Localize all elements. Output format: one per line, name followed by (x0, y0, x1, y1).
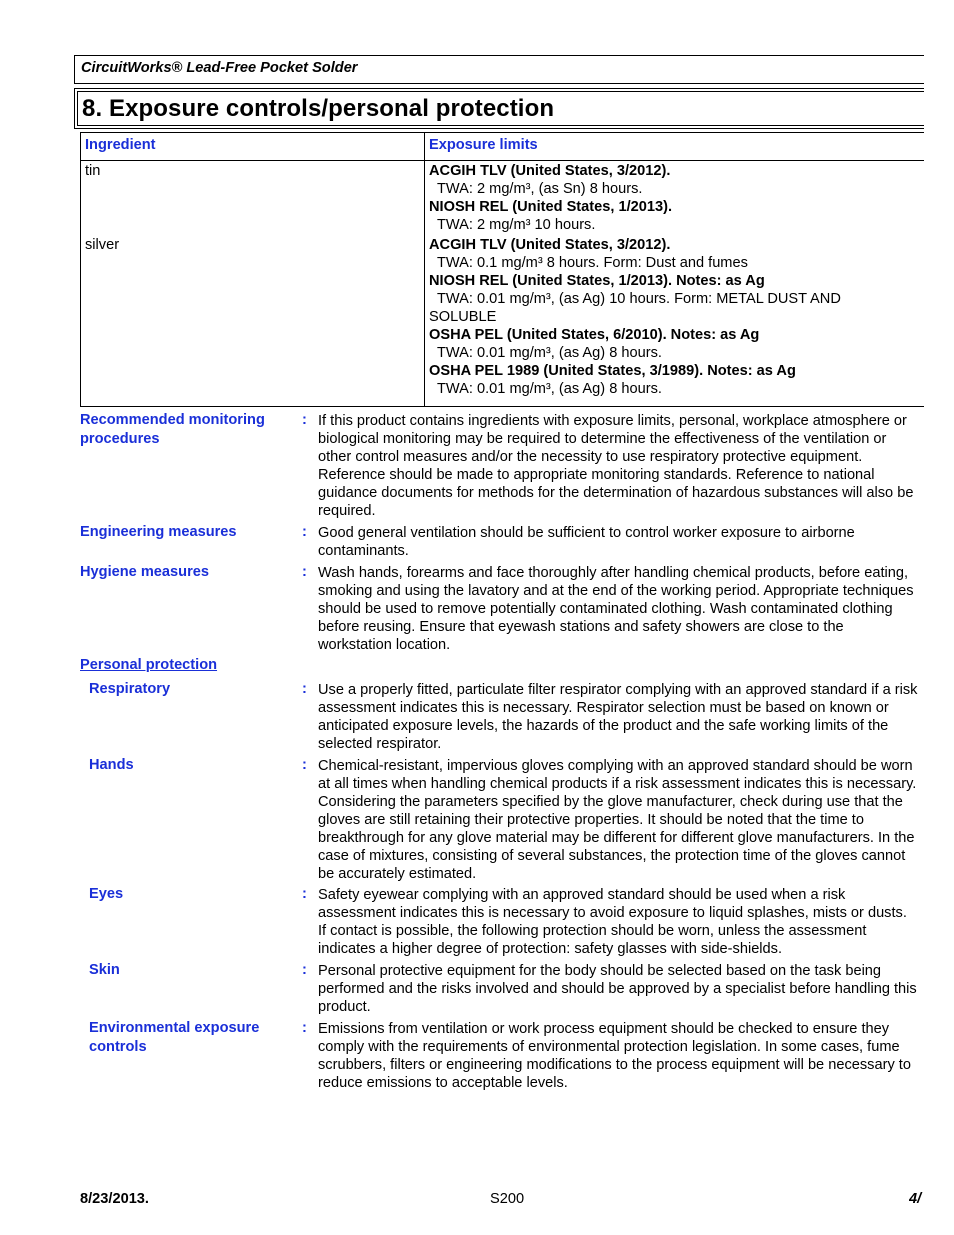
section-title: 8. Exposure controls/personal protection (77, 91, 924, 126)
limit-value: TWA: 0.01 mg/m³, (as Ag) 8 hours. (437, 345, 662, 361)
colon: : (302, 564, 307, 580)
hygiene-label: Hygiene measures (80, 564, 209, 580)
limit-source: ACGIH TLV (United States, 3/2012). (429, 163, 671, 179)
limit-value: TWA: 0.01 mg/m³, (as Ag) 8 hours. (437, 381, 662, 397)
monitoring-label-line2: procedures (80, 431, 160, 447)
section-title-box (74, 88, 924, 129)
hygiene-text: Wash hands, forearms and face thoroughly after handling chemical products, before eating, smoking and using the lavatory and at the end of the working period. Appropriate techniques should be used to remove potentially contaminated clothing. Wash contaminated clothing before reusing. Ensure that eyewash stations and safety showers are close to the workstation location. (318, 565, 914, 653)
limit-source: NIOSH REL (United States, 1/2013). Notes: as Ag (429, 273, 765, 289)
monitoring-text: If this product contains ingredients with exposure limits, personal, workplace atmosphere or biological monitoring may be required to determine the effectiveness of the ventilation or other control measures and/or the necessity to use respiratory protective equipment. Reference should be made to appropriate monitoring standards. Reference to national guidance documents for methods for the determination of hazardous substances will also be required. (318, 413, 914, 519)
footer-code: S200 (490, 1191, 525, 1207)
environmental-label-line2: controls (89, 1039, 147, 1055)
footer-page-number: 4/ (909, 1191, 922, 1207)
limit-value: TWA: 2 mg/m³ 10 hours. (437, 217, 596, 233)
hands-label: Hands (89, 757, 134, 773)
limit-source: OSHA PEL 1989 (United States, 3/1989). Notes: as Ag (429, 363, 796, 379)
header-exposure-limits: Exposure limits (429, 137, 538, 153)
skin-label: Skin (89, 962, 120, 978)
ingredient-name: silver (85, 237, 120, 253)
environmental-label-line1: Environmental exposure (89, 1020, 260, 1036)
limit-value: TWA: 2 mg/m³, (as Sn) 8 hours. (437, 181, 643, 197)
column-divider (424, 133, 425, 406)
engineering-label: Engineering measures (80, 524, 237, 540)
product-name-header: CircuitWorks® Lead-Free Pocket Solder (74, 55, 924, 84)
colon: : (302, 757, 307, 773)
colon: : (302, 412, 307, 428)
limit-source: NIOSH REL (United States, 1/2013). (429, 199, 673, 215)
limit-value: TWA: 0.01 mg/m³, (as Ag) 10 hours. Form: METAL DUST AND (437, 291, 841, 307)
limit-value-continued: SOLUBLE (429, 309, 497, 325)
footer-date: 8/23/2013. (80, 1191, 149, 1207)
hands-text: Chemical-resistant, impervious gloves complying with an approved standard should be worn at all times when handling chemical products if a risk assessment indicates this is necessary. Considering the parameters specified by the glove manufacturer, check during use that the gloves are still retaining their protective properties. It should be noted that the time to breakthrough for any glove material may be different for different glove manufacturers. In the case of mixtures, consisting of several substances, the protection time of the gloves cannot be accurately estimated. (318, 758, 917, 882)
engineering-text: Good general ventilation should be sufficient to control worker exposure to airborne contaminants. (318, 525, 855, 559)
monitoring-label (80, 411, 295, 449)
respiratory-text: Use a properly fitted, particulate filter respirator complying with an approved standard if a risk assessment indicates this is necessary. Respirator selection must be based on known or anticipated exposure levels, the hazards of the product and the safe working limits of the selected respirator. (318, 682, 918, 752)
skin-text: Personal protective equipment for the body should be selected based on the task being performed and the risks involved and should be approved by a specialist before handling this product. (318, 963, 917, 1015)
colon: : (302, 962, 307, 978)
limit-value: TWA: 0.1 mg/m³ 8 hours. Form: Dust and fumes (437, 255, 748, 271)
header-ingredient: Ingredient (85, 137, 156, 153)
ingredients-table (80, 132, 924, 407)
exposure-limits-cell (429, 236, 841, 398)
colon: : (302, 1020, 307, 1036)
monitoring-label-line1: Recommended monitoring (80, 412, 265, 428)
exposure-limits-cell (429, 162, 672, 234)
personal-protection-heading: Personal protection (80, 657, 218, 673)
respiratory-label: Respiratory (89, 681, 171, 697)
colon: : (302, 524, 307, 540)
limit-source: OSHA PEL (United States, 6/2010). Notes: as Ag (429, 327, 760, 343)
eyes-text: Safety eyewear complying with an approved standard should be used when a risk assessment indicates this is necessary to avoid exposure to liquid splashes, mists or dusts. If contact is possible, the following protection should be worn, unless the assessment indicates a higher degree of protection: safety glasses with side-shields. (318, 887, 907, 957)
table-header-row (81, 133, 924, 161)
eyes-label: Eyes (89, 886, 124, 902)
environmental-text: Emissions from ventilation or work process equipment should be checked to ensure they comply with the requirements of environmental protection legislation. In some cases, fume scrubbers, filters or engineering modifications to the process equipment will be necessary to reduce emissions to acceptable levels. (318, 1021, 911, 1091)
colon: : (302, 681, 307, 697)
limit-source: ACGIH TLV (United States, 3/2012). (429, 237, 671, 253)
colon: : (302, 886, 307, 902)
environmental-label (89, 1019, 304, 1057)
ingredient-name: tin (85, 163, 101, 179)
